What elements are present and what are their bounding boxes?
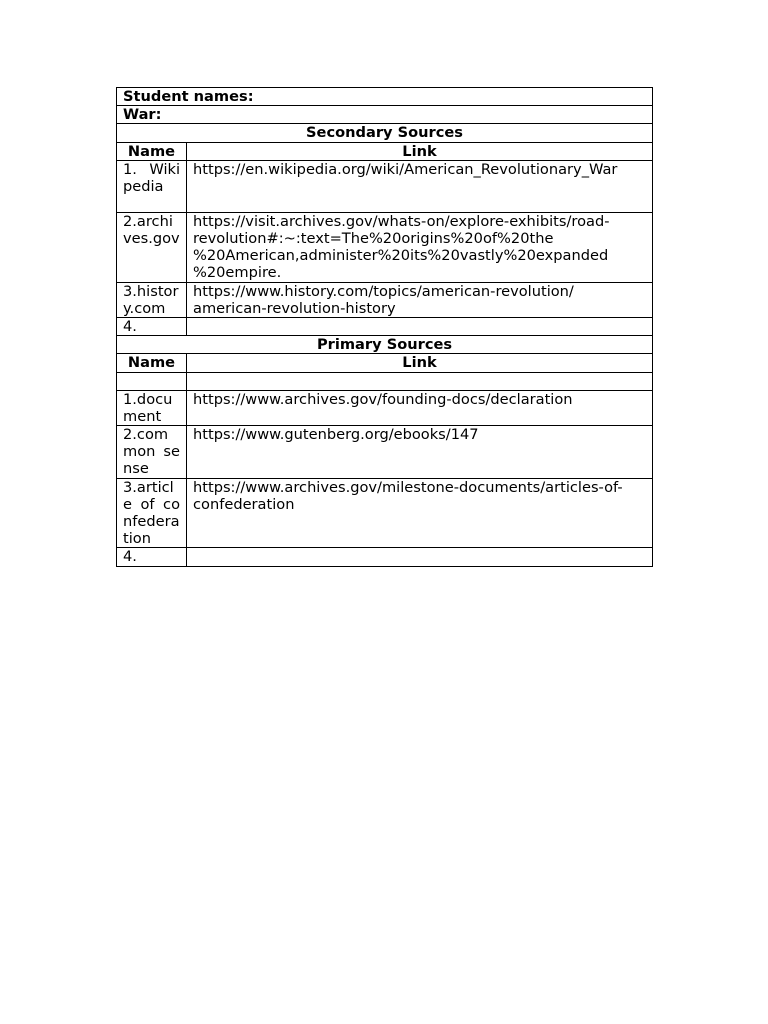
secondary-row-2-name: 2.archives.gov bbox=[117, 212, 187, 282]
table-row bbox=[117, 318, 653, 336]
secondary-row-1-link[interactable]: https://en.wikipedia.org/wiki/American_Revolutionary_War bbox=[187, 160, 653, 212]
table-row bbox=[117, 548, 653, 566]
primary-row-4-link[interactable] bbox=[187, 548, 653, 566]
sources-table bbox=[116, 87, 653, 567]
primary-row-0-name bbox=[117, 372, 187, 390]
student-names-row bbox=[117, 88, 653, 106]
table-row bbox=[117, 390, 653, 425]
student-names-label: Student names: bbox=[117, 88, 653, 106]
primary-sources-title: Primary Sources bbox=[117, 336, 653, 354]
table-row bbox=[117, 478, 653, 548]
secondary-sources-title: Secondary Sources bbox=[117, 124, 653, 142]
secondary-row-3-name: 3.history.com bbox=[117, 282, 187, 317]
secondary-sources-title-row bbox=[117, 124, 653, 142]
secondary-row-4-name: 4. bbox=[117, 318, 187, 336]
secondary-link-header: Link bbox=[187, 142, 653, 160]
primary-link-header: Link bbox=[187, 354, 653, 372]
war-row bbox=[117, 106, 653, 124]
table-row bbox=[117, 212, 653, 282]
primary-row-3-name: 3.article of confederation bbox=[117, 478, 187, 548]
table-row bbox=[117, 160, 653, 212]
primary-row-1-link[interactable]: https://www.archives.gov/founding-docs/declaration bbox=[187, 390, 653, 425]
primary-name-header: Name bbox=[117, 354, 187, 372]
primary-row-2-name: 2.common sense bbox=[117, 426, 187, 479]
primary-row-4-name: 4. bbox=[117, 548, 187, 566]
primary-row-3-link[interactable]: https://www.archives.gov/milestone-documents/articles-of-confederation bbox=[187, 478, 653, 548]
primary-row-1-name: 1.document bbox=[117, 390, 187, 425]
secondary-name-header: Name bbox=[117, 142, 187, 160]
table-row bbox=[117, 372, 653, 390]
secondary-row-2-link[interactable]: https://visit.archives.gov/whats-on/explore-exhibits/road-revolution#:~:text=The%20origins%20of%20the %20American,administer%20its%20vastly%20expanded %20empire. bbox=[187, 212, 653, 282]
war-label: War: bbox=[117, 106, 653, 124]
primary-row-0-link[interactable] bbox=[187, 372, 653, 390]
primary-header-row bbox=[117, 354, 653, 372]
secondary-row-3-link[interactable]: https://www.history.com/topics/american-revolution/ american-revolution-history bbox=[187, 282, 653, 317]
primary-row-2-link[interactable]: https://www.gutenberg.org/ebooks/147 bbox=[187, 426, 653, 479]
secondary-row-4-link[interactable] bbox=[187, 318, 653, 336]
secondary-header-row bbox=[117, 142, 653, 160]
table-row bbox=[117, 426, 653, 479]
primary-sources-title-row bbox=[117, 336, 653, 354]
secondary-row-1-name: 1. Wikipedia bbox=[117, 160, 187, 212]
table-row bbox=[117, 282, 653, 317]
